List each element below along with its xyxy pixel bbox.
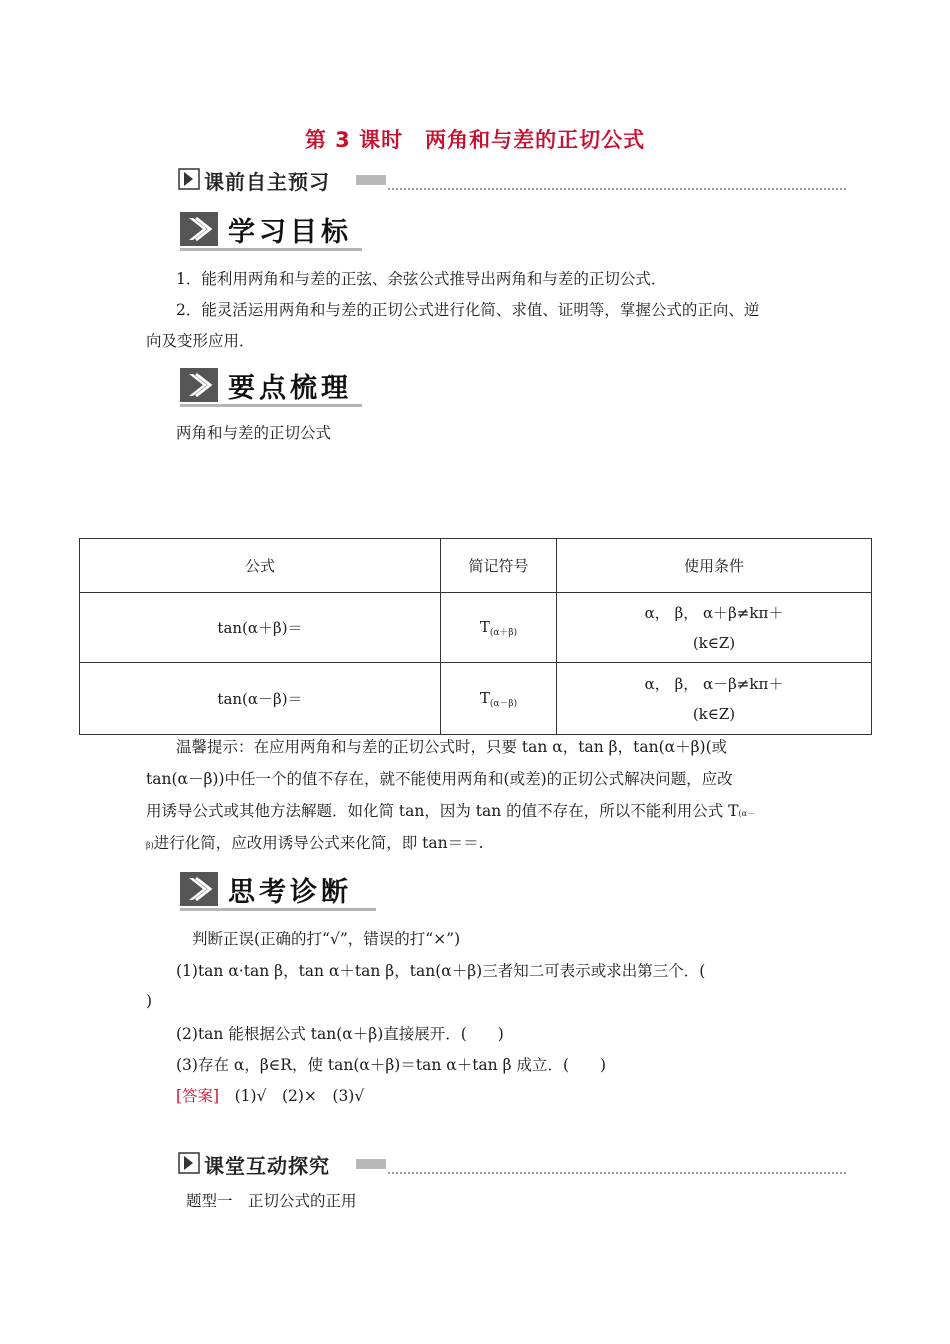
tip-subscript: (α－ bbox=[738, 809, 755, 818]
arrow-icon bbox=[178, 168, 200, 190]
intro-text: 两角和与差的正切公式 bbox=[176, 424, 332, 442]
symbol-text: T bbox=[479, 617, 490, 636]
tip-line-3 bbox=[146, 796, 755, 829]
condition-cell bbox=[557, 593, 872, 663]
header-condition: 使用条件 bbox=[557, 539, 872, 593]
chevron-right-icon bbox=[180, 368, 218, 402]
symbol-text: T bbox=[479, 688, 490, 707]
dotted-line bbox=[388, 188, 846, 190]
condition-line-1: α， β， α－β≠kπ＋ bbox=[644, 674, 784, 693]
tip-line-3-text: 用诱导公式或其他方法解题．如化简 tan，因为 tan 的值不存在，所以不能利用公式 T bbox=[146, 802, 739, 820]
judge-instruction: 判断正误(正确的打“√”，错误的打“×”) bbox=[192, 930, 461, 948]
judge-item-3: (3)存在 α，β∈R，使 tan(α＋β)＝tan α＋tan β 成立．( ) bbox=[176, 1056, 607, 1074]
table-row bbox=[80, 663, 872, 735]
chevron-right-icon bbox=[180, 212, 218, 246]
table-row bbox=[80, 593, 872, 663]
objective-1: 1．能利用两角和与差的正弦、余弦公式推导出两角和与差的正切公式． bbox=[176, 270, 667, 288]
section-label: 课堂互动探究 bbox=[204, 1154, 330, 1178]
heading-underline bbox=[180, 404, 362, 407]
judge-item-1-cont: ) bbox=[146, 992, 153, 1010]
tip-line-2: tan(α－β))中任一个的值不存在，就不能使用两角和(或差)的正切公式解决问题，应改 bbox=[146, 770, 733, 788]
arrow-icon bbox=[178, 1152, 200, 1174]
heading-underline bbox=[180, 248, 362, 251]
heading-keypoints bbox=[180, 366, 365, 408]
dotted-line bbox=[388, 1172, 846, 1174]
condition-line-1: α， β， α＋β≠kπ＋ bbox=[644, 603, 784, 622]
section-bar-classroom bbox=[178, 1150, 846, 1176]
condition-cell bbox=[557, 663, 872, 735]
condition-line-2: (k∈Z) bbox=[692, 633, 736, 652]
judge-item-1: (1)tan α·tan β，tan α＋tan β，tan(α＋β)三者知二可表示或求出第三个．( bbox=[176, 962, 706, 980]
section-bar-preview bbox=[178, 166, 846, 192]
type-heading: 题型一 正切公式的正用 bbox=[186, 1192, 357, 1210]
heading-text: 思考诊断 bbox=[228, 877, 352, 908]
page-title: 第 3 课时 两角和与差的正切公式 bbox=[304, 128, 646, 152]
objective-2-cont: 向及变形应用． bbox=[146, 332, 255, 350]
judge-item-2: (2)tan 能根据公式 tan(α＋β)直接展开．( ) bbox=[176, 1025, 504, 1043]
answer-label: [答案] bbox=[176, 1087, 220, 1105]
condition-line-2: (k∈Z) bbox=[692, 704, 736, 723]
formula-cell: tan(α－β)＝ bbox=[80, 663, 441, 735]
grey-block bbox=[356, 1159, 386, 1169]
header-formula: 公式 bbox=[80, 539, 441, 593]
objective-2: 2．能灵活运用两角和与差的正切公式进行化简、求值、证明等，掌握公式的正向、逆 bbox=[176, 301, 760, 319]
heading-text: 要点梳理 bbox=[228, 373, 352, 404]
heading-objectives bbox=[180, 210, 365, 252]
answer-text: (1)√ (2)× (3)√ bbox=[234, 1087, 365, 1105]
heading-underline bbox=[180, 908, 376, 911]
tip-line-4-text: 进行化简，应改用诱导公式来化简，即 tan＝＝. bbox=[153, 834, 484, 852]
grey-block bbox=[356, 175, 386, 185]
table-header-row bbox=[80, 539, 872, 593]
symbol-subscript: (α＋β) bbox=[489, 627, 518, 638]
symbol-cell bbox=[441, 663, 557, 735]
heading-thinking bbox=[180, 870, 378, 912]
tip-subscript: β) bbox=[146, 841, 154, 850]
formula-table bbox=[79, 538, 872, 735]
symbol-subscript: (α－β) bbox=[489, 698, 518, 709]
answer-line bbox=[176, 1081, 364, 1112]
section-label: 课前自主预习 bbox=[204, 170, 330, 194]
symbol-cell bbox=[441, 593, 557, 663]
tip-line-4 bbox=[146, 828, 484, 861]
formula-cell: tan(α＋β)＝ bbox=[80, 593, 441, 663]
chevron-right-icon bbox=[180, 872, 218, 906]
heading-text: 学习目标 bbox=[228, 217, 352, 248]
tip-line-1: 温馨提示：在应用两角和与差的正切公式时，只要 tan α，tan β，tan(α＋β)(或 bbox=[176, 738, 728, 756]
header-symbol: 简记符号 bbox=[441, 539, 557, 593]
